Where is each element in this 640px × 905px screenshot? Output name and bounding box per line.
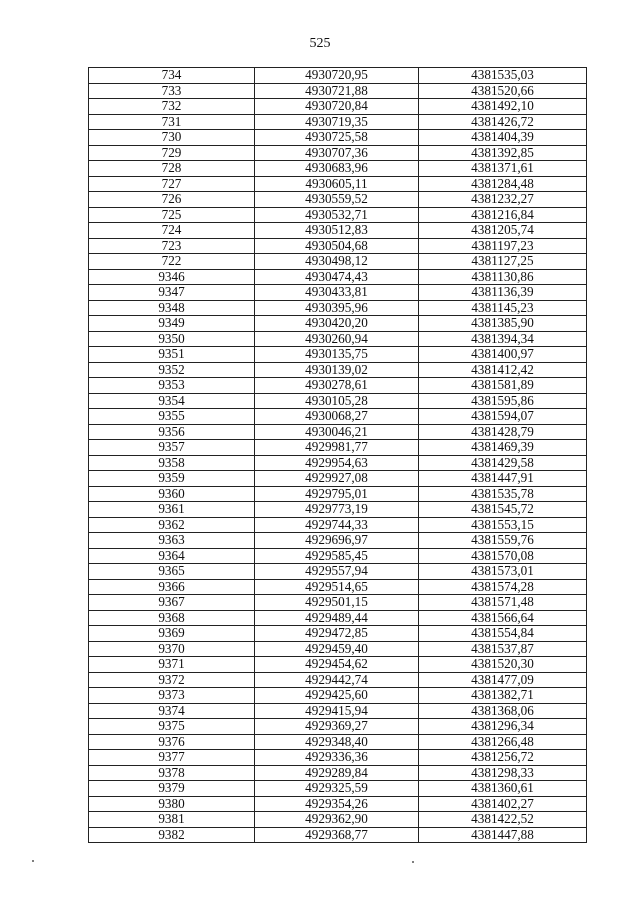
table-row — [89, 362, 587, 378]
table-row — [89, 548, 587, 564]
y-coordinate-cell: 4381477,09 — [419, 672, 587, 688]
y-coordinate-cell: 4381232,27 — [419, 192, 587, 208]
table-row — [89, 564, 587, 580]
point-number-cell: 9364 — [89, 548, 255, 564]
y-coordinate-cell: 4381545,72 — [419, 502, 587, 518]
point-number-cell: 9370 — [89, 641, 255, 657]
table-row — [89, 688, 587, 704]
table-row — [89, 657, 587, 673]
table-row — [89, 455, 587, 471]
y-coordinate-cell: 4381492,10 — [419, 99, 587, 115]
point-number-cell: 9379 — [89, 781, 255, 797]
x-coordinate-cell: 4930395,96 — [255, 300, 419, 316]
x-coordinate-cell: 4929981,77 — [255, 440, 419, 456]
table-row — [89, 579, 587, 595]
table-row — [89, 796, 587, 812]
x-coordinate-cell: 4930420,20 — [255, 316, 419, 332]
table-row — [89, 440, 587, 456]
y-coordinate-cell: 4381402,27 — [419, 796, 587, 812]
coordinates-table — [88, 67, 587, 843]
y-coordinate-cell: 4381404,39 — [419, 130, 587, 146]
y-coordinate-cell: 4381392,85 — [419, 145, 587, 161]
table-row — [89, 393, 587, 409]
x-coordinate-cell: 4929472,85 — [255, 626, 419, 642]
page-number: 525 — [309, 36, 331, 51]
point-number-cell: 9347 — [89, 285, 255, 301]
y-coordinate-cell: 4381136,39 — [419, 285, 587, 301]
table-row — [89, 626, 587, 642]
x-coordinate-cell: 4930720,95 — [255, 68, 419, 84]
x-coordinate-cell: 4930278,61 — [255, 378, 419, 394]
table-row — [89, 347, 587, 363]
table-row — [89, 703, 587, 719]
x-coordinate-cell: 4929501,15 — [255, 595, 419, 611]
point-number-cell: 9359 — [89, 471, 255, 487]
y-coordinate-cell: 4381382,71 — [419, 688, 587, 704]
x-coordinate-cell: 4929415,94 — [255, 703, 419, 719]
point-number-cell: 726 — [89, 192, 255, 208]
x-coordinate-cell: 4930719,35 — [255, 114, 419, 130]
y-coordinate-cell: 4381266,48 — [419, 734, 587, 750]
table-row — [89, 672, 587, 688]
table-row — [89, 378, 587, 394]
table-row — [89, 719, 587, 735]
x-coordinate-cell: 4929489,44 — [255, 610, 419, 626]
x-coordinate-cell: 4930707,36 — [255, 145, 419, 161]
y-coordinate-cell: 4381130,86 — [419, 269, 587, 285]
table-row — [89, 610, 587, 626]
coordinates-table-body — [89, 68, 587, 843]
table-row — [89, 409, 587, 425]
x-coordinate-cell: 4929459,40 — [255, 641, 419, 657]
point-number-cell: 9349 — [89, 316, 255, 332]
point-number-cell: 730 — [89, 130, 255, 146]
point-number-cell: 9371 — [89, 657, 255, 673]
y-coordinate-cell: 4381385,90 — [419, 316, 587, 332]
point-number-cell: 9378 — [89, 765, 255, 781]
point-number-cell: 728 — [89, 161, 255, 177]
x-coordinate-cell: 4930512,83 — [255, 223, 419, 239]
y-coordinate-cell: 4381574,28 — [419, 579, 587, 595]
y-coordinate-cell: 4381520,66 — [419, 83, 587, 99]
table-row — [89, 734, 587, 750]
table-row — [89, 765, 587, 781]
x-coordinate-cell: 4930046,21 — [255, 424, 419, 440]
x-coordinate-cell: 4930559,52 — [255, 192, 419, 208]
table-row — [89, 269, 587, 285]
table-row — [89, 300, 587, 316]
x-coordinate-cell: 4930433,81 — [255, 285, 419, 301]
y-coordinate-cell: 4381520,30 — [419, 657, 587, 673]
point-number-cell: 733 — [89, 83, 255, 99]
table-row — [89, 207, 587, 223]
x-coordinate-cell: 4930683,96 — [255, 161, 419, 177]
x-coordinate-cell: 4929368,77 — [255, 827, 419, 843]
point-number-cell: 9350 — [89, 331, 255, 347]
x-coordinate-cell: 4929362,90 — [255, 812, 419, 828]
point-number-cell: 9374 — [89, 703, 255, 719]
y-coordinate-cell: 4381197,23 — [419, 238, 587, 254]
point-number-cell: 9348 — [89, 300, 255, 316]
x-coordinate-cell: 4929744,33 — [255, 517, 419, 533]
point-number-cell: 9360 — [89, 486, 255, 502]
y-coordinate-cell: 4381594,07 — [419, 409, 587, 425]
table-row — [89, 176, 587, 192]
table-row — [89, 827, 587, 843]
table-row — [89, 114, 587, 130]
x-coordinate-cell: 4929325,59 — [255, 781, 419, 797]
table-row — [89, 781, 587, 797]
x-coordinate-cell: 4930474,43 — [255, 269, 419, 285]
table-row — [89, 595, 587, 611]
point-number-cell: 9363 — [89, 533, 255, 549]
table-row — [89, 750, 587, 766]
table-row — [89, 68, 587, 84]
point-number-cell: 724 — [89, 223, 255, 239]
table-row — [89, 223, 587, 239]
x-coordinate-cell: 4929585,45 — [255, 548, 419, 564]
y-coordinate-cell: 4381566,64 — [419, 610, 587, 626]
y-coordinate-cell: 4381368,06 — [419, 703, 587, 719]
y-coordinate-cell: 4381422,52 — [419, 812, 587, 828]
x-coordinate-cell: 4929514,65 — [255, 579, 419, 595]
point-number-cell: 9372 — [89, 672, 255, 688]
x-coordinate-cell: 4930139,02 — [255, 362, 419, 378]
x-coordinate-cell: 4929795,01 — [255, 486, 419, 502]
y-coordinate-cell: 4381570,08 — [419, 548, 587, 564]
y-coordinate-cell: 4381537,87 — [419, 641, 587, 657]
table-row — [89, 424, 587, 440]
point-number-cell: 9356 — [89, 424, 255, 440]
y-coordinate-cell: 4381296,34 — [419, 719, 587, 735]
point-number-cell: 9346 — [89, 269, 255, 285]
point-number-cell: 723 — [89, 238, 255, 254]
y-coordinate-cell: 4381298,33 — [419, 765, 587, 781]
point-number-cell: 9361 — [89, 502, 255, 518]
table-row — [89, 331, 587, 347]
y-coordinate-cell: 4381595,86 — [419, 393, 587, 409]
x-coordinate-cell: 4929442,74 — [255, 672, 419, 688]
x-coordinate-cell: 4929454,62 — [255, 657, 419, 673]
y-coordinate-cell: 4381371,61 — [419, 161, 587, 177]
y-coordinate-cell: 4381535,78 — [419, 486, 587, 502]
y-coordinate-cell: 4381412,42 — [419, 362, 587, 378]
x-coordinate-cell: 4930532,71 — [255, 207, 419, 223]
point-number-cell: 9354 — [89, 393, 255, 409]
y-coordinate-cell: 4381205,74 — [419, 223, 587, 239]
x-coordinate-cell: 4930135,75 — [255, 347, 419, 363]
x-coordinate-cell: 4930498,12 — [255, 254, 419, 270]
point-number-cell: 9357 — [89, 440, 255, 456]
point-number-cell: 9353 — [89, 378, 255, 394]
x-coordinate-cell: 4930504,68 — [255, 238, 419, 254]
point-number-cell: 9369 — [89, 626, 255, 642]
y-coordinate-cell: 4381559,76 — [419, 533, 587, 549]
x-coordinate-cell: 4929425,60 — [255, 688, 419, 704]
point-number-cell: 9368 — [89, 610, 255, 626]
point-number-cell: 9375 — [89, 719, 255, 735]
x-coordinate-cell: 4930725,58 — [255, 130, 419, 146]
x-coordinate-cell: 4929348,40 — [255, 734, 419, 750]
point-number-cell: 9376 — [89, 734, 255, 750]
y-coordinate-cell: 4381571,48 — [419, 595, 587, 611]
scan-speck — [412, 861, 414, 863]
table-row — [89, 471, 587, 487]
table-row — [89, 517, 587, 533]
x-coordinate-cell: 4929354,26 — [255, 796, 419, 812]
y-coordinate-cell: 4381429,58 — [419, 455, 587, 471]
point-number-cell: 9366 — [89, 579, 255, 595]
y-coordinate-cell: 4381469,39 — [419, 440, 587, 456]
x-coordinate-cell: 4929927,08 — [255, 471, 419, 487]
table-row — [89, 486, 587, 502]
scan-speck — [32, 860, 34, 862]
x-coordinate-cell: 4930105,28 — [255, 393, 419, 409]
x-coordinate-cell: 4929773,19 — [255, 502, 419, 518]
table-row — [89, 130, 587, 146]
x-coordinate-cell: 4929696,97 — [255, 533, 419, 549]
y-coordinate-cell: 4381573,01 — [419, 564, 587, 580]
point-number-cell: 9351 — [89, 347, 255, 363]
y-coordinate-cell: 4381428,79 — [419, 424, 587, 440]
x-coordinate-cell: 4929954,63 — [255, 455, 419, 471]
y-coordinate-cell: 4381447,88 — [419, 827, 587, 843]
y-coordinate-cell: 4381145,23 — [419, 300, 587, 316]
point-number-cell: 727 — [89, 176, 255, 192]
table-row — [89, 83, 587, 99]
y-coordinate-cell: 4381447,91 — [419, 471, 587, 487]
table-row — [89, 533, 587, 549]
table-row — [89, 145, 587, 161]
point-number-cell: 722 — [89, 254, 255, 270]
x-coordinate-cell: 4929336,36 — [255, 750, 419, 766]
y-coordinate-cell: 4381256,72 — [419, 750, 587, 766]
point-number-cell: 9367 — [89, 595, 255, 611]
y-coordinate-cell: 4381553,15 — [419, 517, 587, 533]
table-row — [89, 161, 587, 177]
point-number-cell: 734 — [89, 68, 255, 84]
y-coordinate-cell: 4381554,84 — [419, 626, 587, 642]
x-coordinate-cell: 4930721,88 — [255, 83, 419, 99]
table-row — [89, 502, 587, 518]
x-coordinate-cell: 4930068,27 — [255, 409, 419, 425]
point-number-cell: 9352 — [89, 362, 255, 378]
table-row — [89, 812, 587, 828]
point-number-cell: 9382 — [89, 827, 255, 843]
x-coordinate-cell: 4929369,27 — [255, 719, 419, 735]
x-coordinate-cell: 4930605,11 — [255, 176, 419, 192]
y-coordinate-cell: 4381426,72 — [419, 114, 587, 130]
x-coordinate-cell: 4930260,94 — [255, 331, 419, 347]
point-number-cell: 9377 — [89, 750, 255, 766]
point-number-cell: 9365 — [89, 564, 255, 580]
point-number-cell: 732 — [89, 99, 255, 115]
x-coordinate-cell: 4929289,84 — [255, 765, 419, 781]
y-coordinate-cell: 4381284,48 — [419, 176, 587, 192]
point-number-cell: 9358 — [89, 455, 255, 471]
point-number-cell: 9355 — [89, 409, 255, 425]
y-coordinate-cell: 4381360,61 — [419, 781, 587, 797]
y-coordinate-cell: 4381535,03 — [419, 68, 587, 84]
table-row — [89, 238, 587, 254]
point-number-cell: 9381 — [89, 812, 255, 828]
y-coordinate-cell: 4381127,25 — [419, 254, 587, 270]
x-coordinate-cell: 4929557,94 — [255, 564, 419, 580]
point-number-cell: 725 — [89, 207, 255, 223]
table-row — [89, 192, 587, 208]
y-coordinate-cell: 4381394,34 — [419, 331, 587, 347]
table-row — [89, 285, 587, 301]
table-row — [89, 316, 587, 332]
point-number-cell: 9373 — [89, 688, 255, 704]
point-number-cell: 9362 — [89, 517, 255, 533]
point-number-cell: 9380 — [89, 796, 255, 812]
y-coordinate-cell: 4381581,89 — [419, 378, 587, 394]
y-coordinate-cell: 4381400,97 — [419, 347, 587, 363]
table-row — [89, 641, 587, 657]
table-row — [89, 99, 587, 115]
y-coordinate-cell: 4381216,84 — [419, 207, 587, 223]
point-number-cell: 729 — [89, 145, 255, 161]
table-row — [89, 254, 587, 270]
point-number-cell: 731 — [89, 114, 255, 130]
x-coordinate-cell: 4930720,84 — [255, 99, 419, 115]
